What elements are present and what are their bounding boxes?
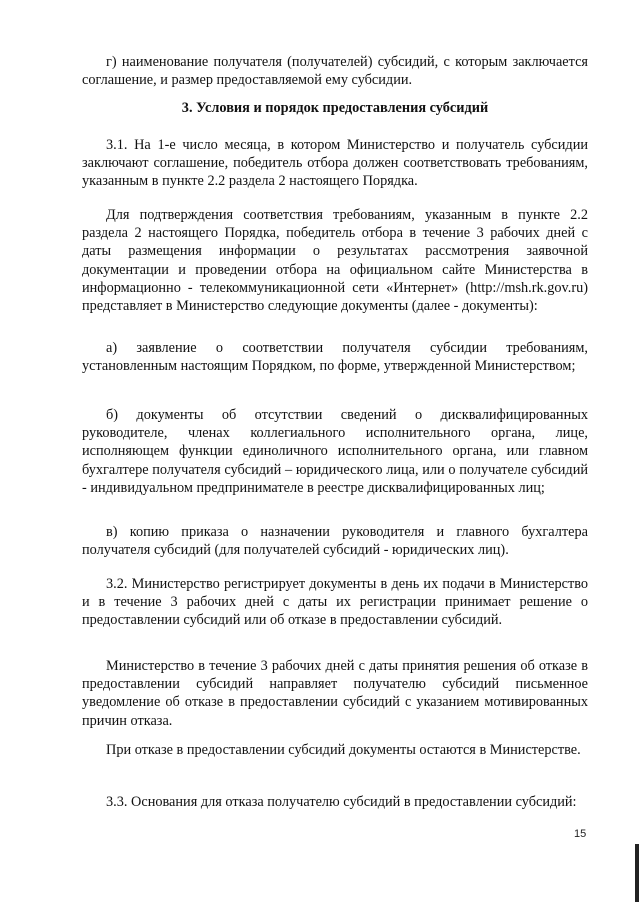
- paragraph-item-g: г) наименование получателя (получателей) субсидий, с которым заключается соглашение, и размер предоставляемой ему субсидии.: [82, 54, 588, 89]
- paragraph-confirmation: Для подтверждения соответствия требованиям, указанным в пункте 2.2 раздела 2 настоящего Порядка, победитель отбора в течение 3 рабочих дней с даты размещения информации о результатах рассмотрения заявочной документации и проведении отбора на официальном сайте Министерства в информационно - телекоммуникационной сети «Интернет» (http://msh.rk.gov.ru) представляет в Министерство следующие документы (далее - документы):: [82, 207, 588, 315]
- section-heading: 3. Условия и порядок предоставления субсидий: [181, 100, 489, 116]
- paragraph-3-3: 3.3. Основания для отказа получателю субсидий в предоставлении субсидий:: [106, 794, 577, 810]
- paragraph-3-1: 3.1. На 1-е число месяца, в котором Министерство и получатель субсидии заключают соглашение, победитель отбора должен соответствовать требованиям, указанным в пункте 2.2 раздела 2 настоящего Порядка.: [82, 137, 588, 190]
- paragraph-notice: Министерство в течение 3 рабочих дней с даты принятия решения об отказе в предоставлении субсидий направляет получателю субсидий письменное уведомление об отказе в предоставлении субсидий с указанием мотивированных причин отказа.: [82, 658, 588, 729]
- paragraph-refusal: При отказе в предоставлении субсидий документы остаются в Министерстве.: [106, 742, 581, 758]
- page-number: 15: [574, 828, 587, 840]
- list-item-v: в) копию приказа о назначении руководителя и главного бухгалтера получателя субсидий (для получателей субсидий - юридических лиц).: [82, 524, 588, 559]
- list-item-a: а) заявление о соответствии получателя субсидии требованиям, установленным настоящим Порядком, по форме, утвержденной Министерством;: [82, 340, 588, 375]
- scan-edge-mark: [635, 844, 639, 902]
- paragraph-3-2: 3.2. Министерство регистрирует документы в день их подачи в Министерство и в течение 3 рабочих дней с даты их регистрации принимает решение о предоставлении субсидий или об отказе в предоставлении субсидий.: [82, 576, 588, 629]
- list-item-b: б) документы об отсутствии сведений о дисквалифицированных руководителе, членах коллегиального исполнительного органа, лице, исполняющем функции единоличного исполнительного органа, или главном бухгалтере получателя субсидий – юридического лица, или о получателе субсидий - индивидуальном предпринимателе в реестре дисквалифицированных лиц;: [82, 407, 588, 496]
